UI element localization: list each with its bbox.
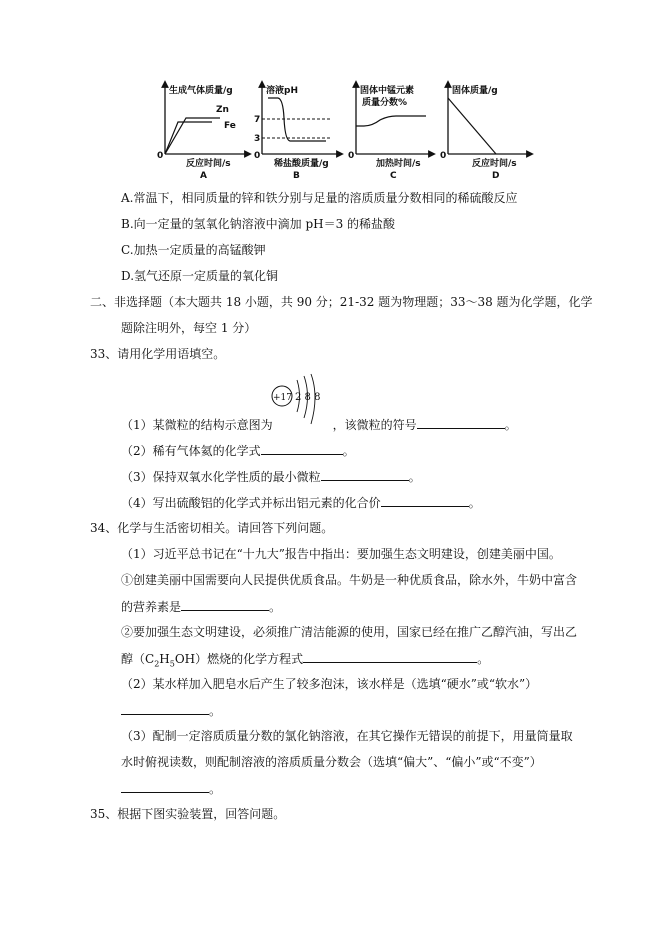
graph-b-xlabel: 稀盐酸质量/g: [274, 159, 329, 169]
graph-c-xlabel: 加热时间/s: [376, 159, 421, 169]
answer-graphs: [150, 78, 540, 182]
graph-a-series-fe: Fe: [224, 121, 236, 131]
atom-shells: 2 8 8: [295, 392, 321, 403]
graph-a-line-fe: [165, 118, 220, 154]
q34-part3-line2: 水时俯视读数，则配制溶液的溶质质量分数会（选填“偏大”、“偏小”或“不变”）: [121, 755, 542, 769]
graph-c-origin: 0: [348, 151, 355, 161]
graph-b-tick-3: 3: [254, 134, 261, 144]
graph-b-letter: B: [293, 171, 300, 181]
graph-b-origin: 0: [254, 151, 261, 161]
graph-c-ylabel-2: 质量分数%: [362, 98, 408, 108]
q33-part4: （4）写出硫酸铝的化学式并标出铝元素的化合价 。: [121, 496, 481, 510]
q34-part2-line1: （2）某水样加入肥皂水后产生了较多泡沫，该水样是（选填“硬水”或“软水”）: [121, 677, 538, 691]
graph-a-line-zn: [165, 122, 212, 154]
q33-blank-1[interactable]: [417, 416, 505, 429]
graph-b-ylabel: 溶液pH: [266, 86, 298, 96]
graph-d-letter: D: [492, 171, 500, 181]
graph-a-series-zn: Zn: [216, 105, 229, 115]
graph-a-ylabel: 生成气体质量/g: [169, 86, 233, 96]
q34-part1b-line2: 醇$(C_2H_5OH)$燃烧的化学方程式 。: [121, 652, 490, 669]
section2-line2: 题除注明外，每空 1 分）: [121, 321, 257, 335]
graphs-svg: [150, 78, 540, 182]
graph-d-line: [448, 98, 496, 154]
q34-title: 34、化学与生活密切相关。请回答下列问题。: [90, 521, 334, 535]
option-a: A.常温下，相同质量的锌和铁分别与足量的溶质质量分数相同的稀硫酸反应: [121, 191, 518, 205]
graph-c-ylabel-1: 固体中锰元素: [360, 86, 415, 96]
section2-line1: 二、非选择题（本大题共 18 小题，共 90 分；21-32 题为物理题；33～38 题为化学题，化学: [90, 295, 593, 309]
option-d: D.氢气还原一定质量的氧化铜: [121, 269, 279, 283]
graph-c: [348, 84, 432, 181]
q33-blank-3[interactable]: [321, 468, 409, 481]
graph-d-origin: 0: [440, 151, 447, 161]
q34-part1a-line2: 的营养素是 。: [121, 600, 282, 614]
q33-part3: （3）保持双氧水化学性质的最小微粒 。: [121, 470, 421, 484]
q34-part1b-line1: ②要加强生态文明建设，必须推广清洁能源的使用，国家已经在推广乙醇汽油，写出乙: [121, 625, 578, 639]
option-b: B.向一定量的氢氧化钠溶液中滴加 pH＝3 的稀盐酸: [121, 217, 396, 231]
graph-b-tick-7: 7: [254, 115, 261, 125]
graph-b-curve: [268, 98, 326, 141]
q33-blank-4[interactable]: [381, 494, 469, 507]
graph-a-origin: 0: [157, 151, 164, 161]
graph-d-ylabel: 固体质量/g: [452, 86, 498, 96]
q33-part1: （1）某微粒的结构示意图为 ，该微粒的符号 。: [121, 418, 517, 432]
q34-part1a-line1: ①创建美丽中国需要向人民提供优质食品。牛奶是一种优质食品，除水外，牛奶中富含: [121, 573, 578, 587]
q34-part3-line1: （3）配制一定溶质质量分数的氯化钠溶液，在其它操作无错误的前提下，用量筒量取: [121, 729, 573, 743]
q34-blank-2[interactable]: [303, 650, 477, 663]
graph-a-letter: A: [200, 171, 207, 181]
graph-d: [440, 84, 530, 181]
q34-part2-line2: 。: [121, 702, 221, 719]
q34-blank-3[interactable]: [121, 702, 209, 715]
q34-blank-4[interactable]: [121, 780, 209, 793]
graph-c-letter: C: [390, 171, 397, 181]
graph-d-xlabel: 反应时间/s: [472, 159, 517, 169]
q34-part1: （1）习近平总书记在“十九大”报告中指出：要加强生态文明建设，创建美丽中国。: [121, 547, 561, 561]
graph-c-curve: [356, 116, 426, 126]
q34-part3-line3: 。: [121, 780, 221, 797]
atom-nucleus: +17: [273, 393, 292, 403]
q33-part2: （2）稀有气体氦的化学式 。: [121, 444, 355, 458]
graph-a: [157, 84, 248, 181]
q33-title: 33、请用化学用语填空。: [90, 347, 226, 361]
q34-blank-1[interactable]: [181, 598, 269, 611]
graph-a-xlabel: 反应时间/s: [186, 159, 231, 169]
q35-title: 35、根据下图实验装置，回答问题。: [90, 807, 286, 821]
option-c: C.加热一定质量的高锰酸钾: [121, 243, 266, 257]
graph-b: [254, 84, 340, 181]
q33-blank-2[interactable]: [261, 442, 343, 455]
